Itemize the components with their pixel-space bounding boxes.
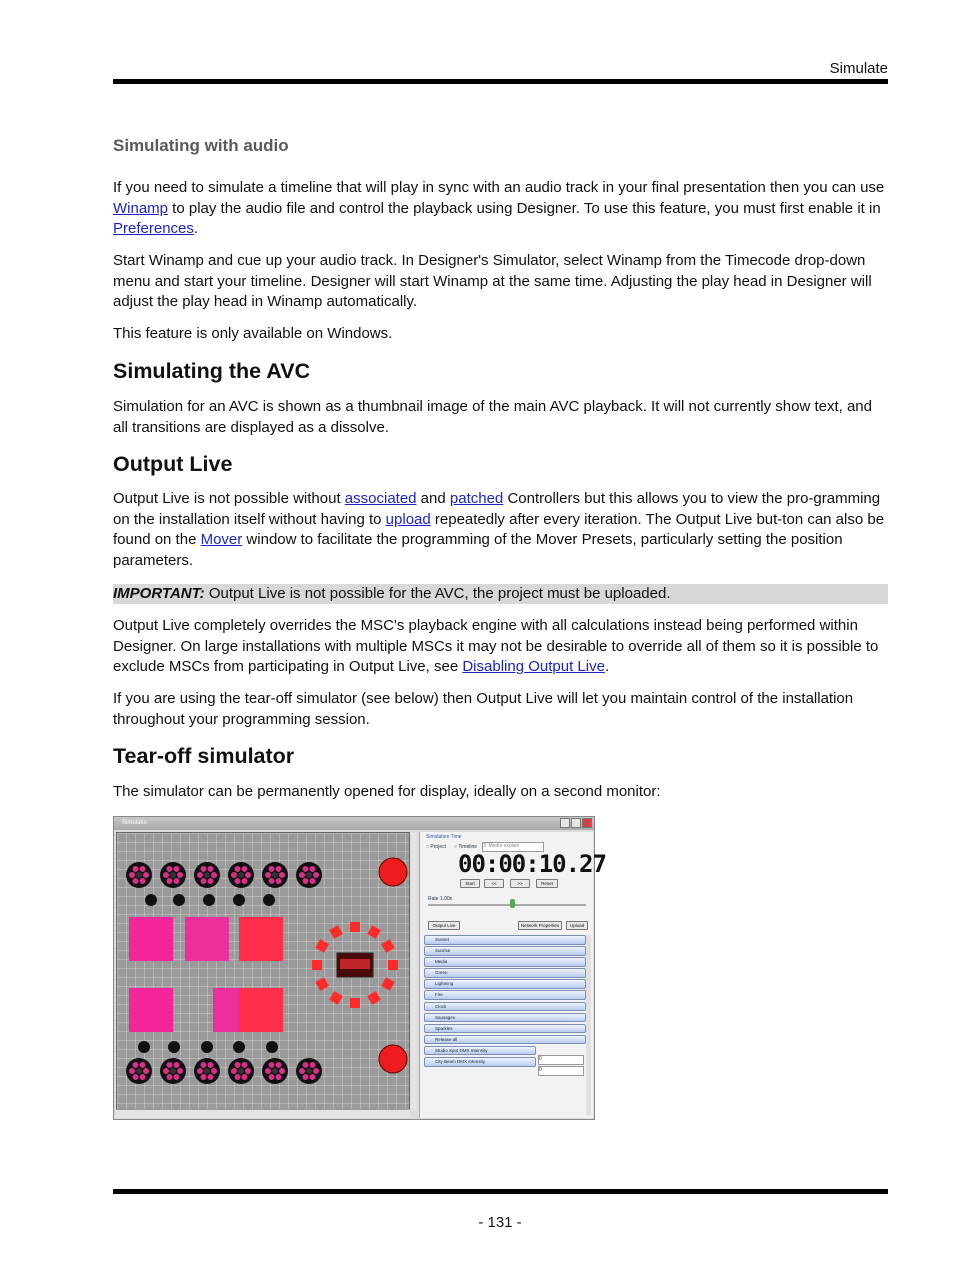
text: Controllers but this allows you to view the pro-gramming on the installation itself without having to xyxy=(113,490,881,528)
fixture-dot xyxy=(138,1041,150,1053)
wheel-segment xyxy=(235,866,241,872)
footer-rule xyxy=(113,1189,888,1194)
wheel-segment xyxy=(177,872,183,878)
text: and xyxy=(416,490,450,507)
wheel-segment xyxy=(310,1062,316,1068)
wheel-segment xyxy=(211,872,217,878)
wheel-segment xyxy=(201,1074,207,1080)
wheel-segment xyxy=(201,878,207,884)
wheel-segment xyxy=(133,1074,139,1080)
important-note xyxy=(113,584,888,604)
wheel-segment xyxy=(167,1062,173,1068)
ring-block xyxy=(312,960,322,970)
fixture-dot xyxy=(201,1041,213,1053)
link-mover[interactable]: Mover xyxy=(200,531,243,548)
timeline-item[interactable]: Sunset xyxy=(424,935,586,945)
ring-block xyxy=(367,991,381,1005)
fixture-square xyxy=(239,917,283,961)
wheel-segment xyxy=(208,1074,214,1080)
network-properties-button[interactable]: Network Properties xyxy=(518,921,562,930)
important-text: Output Live is not possible for the AVC, the project must be uploaded. xyxy=(204,585,671,602)
rate-label: Rate 1.00x xyxy=(428,896,453,902)
wheel-segment xyxy=(303,866,309,872)
wheel-center xyxy=(306,1068,312,1074)
simulator-stage xyxy=(116,832,410,1110)
text: . xyxy=(604,658,610,675)
fixture-red-dot xyxy=(379,1045,407,1073)
avc-screen-image xyxy=(340,959,370,969)
wheel-segment xyxy=(299,872,305,878)
fixture-square xyxy=(185,917,229,961)
fixture-dot xyxy=(266,1041,278,1053)
page-number: - 131 - xyxy=(478,1214,522,1231)
fixture-dot xyxy=(145,894,157,906)
wheel-center xyxy=(272,1068,278,1074)
wheel-segment xyxy=(140,878,146,884)
wheel-segment xyxy=(133,1062,139,1068)
wheel-segment xyxy=(174,1062,180,1068)
fixture-dot xyxy=(233,1041,245,1053)
wheel-segment xyxy=(245,1068,251,1074)
link-disabling-output-live[interactable]: Disabling Output Live xyxy=(462,658,605,675)
timeline-item[interactable]: Release all xyxy=(424,1035,586,1045)
wheel-segment xyxy=(140,1062,146,1068)
text: Output Live is not possible without xyxy=(113,490,345,507)
wheel-segment xyxy=(163,1068,169,1074)
heading-output-live: Output Live xyxy=(113,452,233,476)
wheel-segment xyxy=(133,878,139,884)
wheel-segment xyxy=(174,878,180,884)
paragraph-audio-2: Start Winamp and cue up your audio track. In Designer's Simulator, select Winamp from the Timecode drop-down menu and start your timeline. Designer will start Winamp at the same time. Adjusting the play head in Designer will adjust the play head in Winamp automatically. xyxy=(113,252,872,310)
heading-simulating-with-audio: Simulating with audio xyxy=(113,136,289,155)
link-upload[interactable]: upload xyxy=(385,510,431,528)
stage-graphic xyxy=(117,833,409,1109)
wheel-segment xyxy=(177,1068,183,1074)
ring-block xyxy=(350,998,360,1008)
wheel-segment xyxy=(276,878,282,884)
upload-button[interactable]: Upload xyxy=(566,921,588,930)
fixture-dot xyxy=(263,894,275,906)
fixture-dot xyxy=(233,894,245,906)
wheel-segment xyxy=(140,1074,146,1080)
paragraph-avc: Simulation for an AVC is shown as a thumbnail image of the main AVC playback. It will not currently show text, and all transitions are displayed as a dissolve. xyxy=(113,398,872,436)
text: repeatedly after every iteration. The Output Live but-ton can also be found on the xyxy=(113,510,885,548)
wheel-segment xyxy=(242,1062,248,1068)
wheel-center xyxy=(204,872,210,878)
text: to play the audio file and control the playback using Designer. To use this feature, you must first enable it in xyxy=(168,199,881,217)
timeline-list xyxy=(424,935,586,1068)
wheel-segment xyxy=(279,1068,285,1074)
timeline-item[interactable]: Media xyxy=(424,957,586,967)
ring-block xyxy=(381,939,395,953)
wheel-center xyxy=(238,872,244,878)
fixture-red-dot xyxy=(379,858,407,886)
header-rule xyxy=(113,79,888,84)
ring-block xyxy=(329,925,343,939)
wheel-segment xyxy=(201,1062,207,1068)
wheel-segment xyxy=(231,872,237,878)
fixture-square xyxy=(239,988,283,1032)
fixture-dot xyxy=(203,894,215,906)
wheel-segment xyxy=(167,1074,173,1080)
output-live-button[interactable]: Output Live xyxy=(428,921,460,930)
ring-block xyxy=(381,977,395,991)
ring-block xyxy=(350,922,360,932)
timeline-item[interactable]: Green xyxy=(424,968,586,978)
wheel-segment xyxy=(201,866,207,872)
maximize-icon[interactable] xyxy=(571,818,581,828)
simulation-panel xyxy=(419,832,606,1118)
wheel-segment xyxy=(265,1068,271,1074)
paragraph-output-live-2 xyxy=(113,616,888,678)
wheel-segment xyxy=(242,866,248,872)
wheel-segment xyxy=(163,872,169,878)
wheel-center xyxy=(204,1068,210,1074)
ring-block xyxy=(388,960,398,970)
reset-button[interactable]: Reset xyxy=(536,879,558,888)
radio-timeline-label: Timeline xyxy=(458,844,478,850)
wheel-segment xyxy=(129,872,135,878)
wheel-segment xyxy=(310,866,316,872)
heading-tear-off-simulator: Tear-off simulator xyxy=(113,744,295,768)
text: . xyxy=(193,220,199,237)
timeline-item[interactable]: City Beam DMX Intensity xyxy=(424,1057,536,1067)
next-button[interactable]: >> xyxy=(510,879,530,888)
ring-block xyxy=(367,925,381,939)
previous-button[interactable]: << xyxy=(484,879,504,888)
paragraph-output-live-1 xyxy=(113,489,888,571)
wheel-segment xyxy=(140,866,146,872)
wheel-segment xyxy=(245,872,251,878)
simulator-title-bar xyxy=(114,817,594,830)
link-associated[interactable]: associated xyxy=(344,490,417,507)
intensity-value-1[interactable]: 0 xyxy=(538,1055,584,1065)
list-scrollbar[interactable] xyxy=(586,935,591,1115)
wheel-center xyxy=(306,872,312,878)
timeline-item[interactable]: Clock xyxy=(424,1002,586,1012)
wheel-segment xyxy=(235,878,241,884)
ring-block xyxy=(315,939,329,953)
minimize-icon[interactable] xyxy=(560,818,570,828)
wheel-segment xyxy=(235,1062,241,1068)
wheel-segment xyxy=(303,1074,309,1080)
fixture-dot xyxy=(168,1041,180,1053)
wheel-segment xyxy=(211,1068,217,1074)
wheel-segment xyxy=(310,878,316,884)
wheel-center xyxy=(170,1068,176,1074)
rate-slider-thumb[interactable] xyxy=(510,899,515,908)
text: window to facilitate the programming of the Mover Presets, particularly setting the position parameters. xyxy=(113,531,843,569)
timeline-item[interactable]: Fire xyxy=(424,990,586,1000)
paragraph-audio-3: This feature is only available on Windows. xyxy=(113,325,393,342)
wheel-segment xyxy=(197,872,203,878)
wheel-segment xyxy=(133,866,139,872)
text: Output Live completely overrides the MSC's playback engine with all calculations instead being performed within Designer. On large installations with multiple MSCs it may not be desirable to override all of them so it is possible to exclude MSCs from participating in Output Live, see xyxy=(113,617,879,675)
wheel-segment xyxy=(299,1068,305,1074)
timeline-item[interactable]: Sparkles xyxy=(424,1024,586,1034)
fixture-square xyxy=(129,988,173,1032)
wheel-center xyxy=(272,872,278,878)
wheel-segment xyxy=(269,866,275,872)
simulator-screenshot xyxy=(113,816,606,1120)
radio-project-label: Project xyxy=(430,844,446,850)
timeline-item[interactable]: Sausages xyxy=(424,1013,586,1023)
link-patched[interactable]: patched xyxy=(449,490,504,507)
running-header: Simulate xyxy=(829,60,888,77)
wheel-segment xyxy=(208,1062,214,1068)
wheel-segment xyxy=(310,1074,316,1080)
wheel-segment xyxy=(208,866,214,872)
wheel-center xyxy=(136,1068,142,1074)
ring-block xyxy=(329,991,343,1005)
start-button[interactable]: Start xyxy=(460,879,480,888)
wheel-segment xyxy=(313,872,319,878)
wheel-segment xyxy=(174,1074,180,1080)
close-icon[interactable] xyxy=(582,818,592,828)
wheel-segment xyxy=(208,878,214,884)
link-preferences[interactable]: Preferences xyxy=(113,220,194,237)
timeline-item[interactable]: Lightning xyxy=(424,979,586,989)
wheel-segment xyxy=(197,1068,203,1074)
stage-horizontal-scrollbar[interactable] xyxy=(116,1109,410,1118)
fixture-dot xyxy=(173,894,185,906)
panel-title: Simulation Time xyxy=(426,834,462,840)
paragraph-tear-off: The simulator can be permanently opened for display, ideally on a second monitor: xyxy=(113,783,661,800)
wheel-segment xyxy=(174,866,180,872)
fixture-square xyxy=(129,917,173,961)
important-label: IMPORTANT: xyxy=(113,585,205,602)
wheel-segment xyxy=(276,1062,282,1068)
radio-timeline[interactable]: ○ Timeline xyxy=(454,844,478,850)
wheel-segment xyxy=(269,1074,275,1080)
wheel-segment xyxy=(265,872,271,878)
radio-project[interactable]: ○ Project xyxy=(426,844,446,850)
wheel-segment xyxy=(269,1062,275,1068)
wheel-segment xyxy=(303,1062,309,1068)
wheel-segment xyxy=(235,1074,241,1080)
wheel-segment xyxy=(303,878,309,884)
ring-block xyxy=(315,977,329,991)
wheel-segment xyxy=(143,872,149,878)
wheel-segment xyxy=(231,1068,237,1074)
wheel-segment xyxy=(313,1068,319,1074)
wheel-center xyxy=(170,872,176,878)
stage-vertical-scrollbar[interactable] xyxy=(411,832,417,1110)
wheel-segment xyxy=(276,1074,282,1080)
paragraph-output-live-3: If you are using the tear-off simulator (see below) then Output Live will let you maintain control of the installation throughout your programming session. xyxy=(113,690,854,728)
wheel-segment xyxy=(167,878,173,884)
timeline-select[interactable]: 3. Media explain xyxy=(482,842,544,852)
link-winamp[interactable]: Winamp xyxy=(113,199,169,217)
intensity-value-2[interactable]: 0 xyxy=(538,1066,584,1076)
wheel-segment xyxy=(242,1074,248,1080)
wheel-segment xyxy=(269,878,275,884)
simulator-window-title: Simulator xyxy=(122,820,148,826)
rate-slider-track[interactable] xyxy=(428,904,586,906)
timeline-item[interactable]: Sunrise xyxy=(424,946,586,956)
wheel-segment xyxy=(242,878,248,884)
wheel-segment xyxy=(279,872,285,878)
wheel-center xyxy=(136,872,142,878)
wheel-segment xyxy=(129,1068,135,1074)
wheel-segment xyxy=(276,866,282,872)
wheel-segment xyxy=(167,866,173,872)
text: If you need to simulate a timeline that will play in sync with an audio track in your final presentation then you can use xyxy=(113,179,885,196)
wheel-segment xyxy=(143,1068,149,1074)
heading-simulating-the-avc: Simulating the AVC xyxy=(113,359,311,383)
timeline-item[interactable]: Studio Spot DMX Intensity xyxy=(424,1046,536,1056)
timecode-display: 00:00:10.27 xyxy=(458,850,606,878)
wheel-center xyxy=(238,1068,244,1074)
paragraph-audio-1 xyxy=(113,178,888,240)
